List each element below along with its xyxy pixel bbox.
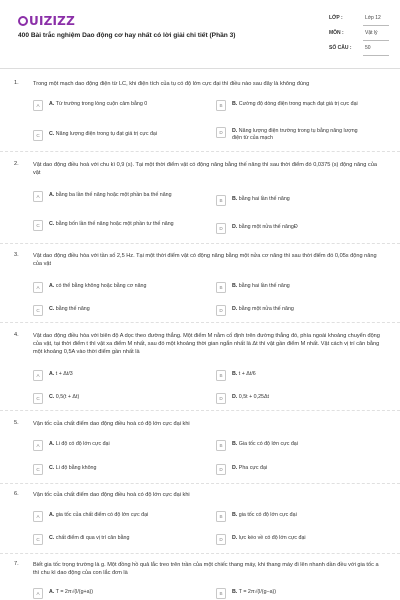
option-d[interactable]: D D. bằng một nửa thế năng bbox=[216, 305, 362, 318]
option-b[interactable]: B B. bằng hai lần thế năng bbox=[216, 282, 362, 295]
option-b[interactable]: B B. t + Δt/6 bbox=[216, 370, 362, 383]
question-separator bbox=[0, 553, 400, 554]
meta-subject: MÔN : Vật lý bbox=[329, 27, 389, 42]
question-text: Biết gia tốc trọng trường là g. Một đồng hồ quả lắc treo trên trần của một chiếc thang máy, khi thang máy đi lên nhanh dần đều với gia tốc a thì chu kì dao động của con lắc đơn là bbox=[33, 562, 379, 576]
option-a[interactable]: A A. gia tốc của chất điểm có độ lớn cực đại bbox=[33, 511, 179, 524]
option-a[interactable]: A A. Li độ có độ lớn cực đại bbox=[33, 440, 179, 453]
option-c[interactable]: C C. bằng bốn lần thế năng hoặc một phần tư thế năng bbox=[33, 220, 179, 233]
option-d[interactable]: D D. Pha cực đại bbox=[216, 464, 362, 477]
option-d[interactable]: D D. Năng lượng điện trường trong tụ bằng năng lượng điện từ của mạch bbox=[216, 127, 362, 140]
meta-question-count: SỐ CÂU : 50 bbox=[329, 42, 389, 57]
option-b[interactable]: B B. Cường độ dòng điện trong mạch đạt giá trị cực đại bbox=[216, 100, 362, 113]
question-text: Vận tốc của chất điểm dao động điều hoà có độ lớn cực đại khi bbox=[33, 421, 190, 427]
question-text: Trong một mạch dao động điện từ LC, khi điện tích của tụ có độ lớn cực đại thì điều nào sau đây là không đúng bbox=[33, 81, 310, 87]
question-separator bbox=[0, 322, 400, 323]
option-a[interactable]: A A. T = 2π√(l/(g+a)) bbox=[33, 588, 179, 600]
header-divider bbox=[0, 68, 400, 69]
option-a[interactable]: A A. có thể bằng không hoặc bằng cơ năng bbox=[33, 282, 179, 295]
option-b[interactable]: B B. Gia tốc có độ lớn cực đại bbox=[216, 440, 362, 453]
question-text: Vật dao động điều hòa với tần số 2,5 Hz. Tại một thời điểm vật có động năng bằng một nửa cơ năng thì sau thời điểm đó 0,05s động năng của vật bbox=[33, 253, 377, 267]
worksheet-header bbox=[0, 0, 400, 68]
option-b[interactable]: B B. gia tốc có độ lớn cực đại bbox=[216, 511, 362, 524]
question-text: Vận tốc của chất điểm dao động điều hoà có độ lớn cực đại khi bbox=[33, 492, 190, 498]
option-c[interactable]: C C. 0,5(t + Δt) bbox=[33, 393, 179, 406]
option-b[interactable]: B B. bằng hai lần thế năng bbox=[216, 195, 362, 208]
option-a[interactable]: A A. Từ trường trong lòng cuộn cảm bằng 0 bbox=[33, 100, 179, 113]
question-separator bbox=[0, 483, 400, 484]
question-separator bbox=[0, 151, 400, 152]
question-separator bbox=[0, 410, 400, 411]
question-separator bbox=[0, 243, 400, 244]
quizizz-logo: UIZIZZ bbox=[18, 14, 75, 28]
option-d[interactable]: D D. lực kéo về có độ lớn cực đại bbox=[216, 534, 362, 547]
option-c[interactable]: C C. Li độ bằng không bbox=[33, 464, 179, 477]
option-c[interactable]: C C. bằng thế năng bbox=[33, 305, 179, 318]
worksheet-title: 400 Bài trắc nghiệm Dao động cơ hay nhất có lời giải chi tiết (Phần 3) bbox=[18, 32, 236, 39]
meta-class: LỚP : Lớp 12 bbox=[329, 12, 389, 27]
option-a[interactable]: A A. t + Δt/3 bbox=[33, 370, 179, 383]
worksheet-meta bbox=[329, 12, 389, 57]
option-a[interactable]: A A. bằng ba lần thế năng hoặc một phần ba thế năng bbox=[33, 191, 179, 204]
option-c[interactable]: C C. chất điểm đi qua vị trí cân bằng bbox=[33, 534, 179, 547]
logo-q-icon bbox=[18, 16, 28, 26]
option-d[interactable]: D D. bằng một nửa thế năngĐ bbox=[216, 223, 362, 236]
option-d[interactable]: D D. 0,5t + 0,25Δt bbox=[216, 393, 362, 406]
question-text: Vật dao động điều hoà với chu kì 0,9 (s). Tại một thời điểm vật có động năng bằng thế năng thì sau thời điểm đó 0,0375 (s) động năng của vật bbox=[33, 162, 377, 176]
option-b[interactable]: B B. T = 2π√(l/(g−a)) bbox=[216, 588, 362, 600]
question-text: Vật dao động điều hòa với biên độ A dọc theo đường thẳng. Một điểm M nằm cố định trên đường thẳng đó, phía ngoài khoảng chuyển động của vật, tại thời điểm t thì vật xa điểm M nhất, sau đó một khoảng thời gian ngắn nhất là Δt thì vật gần điểm M nhất. Vật cách vị trí cân bằng một khoảng 0,5A vào thời điểm gần nhất là bbox=[33, 333, 380, 355]
option-c[interactable]: C C. Năng lượng điện trong tụ đạt giá trị cực đại bbox=[33, 130, 179, 143]
